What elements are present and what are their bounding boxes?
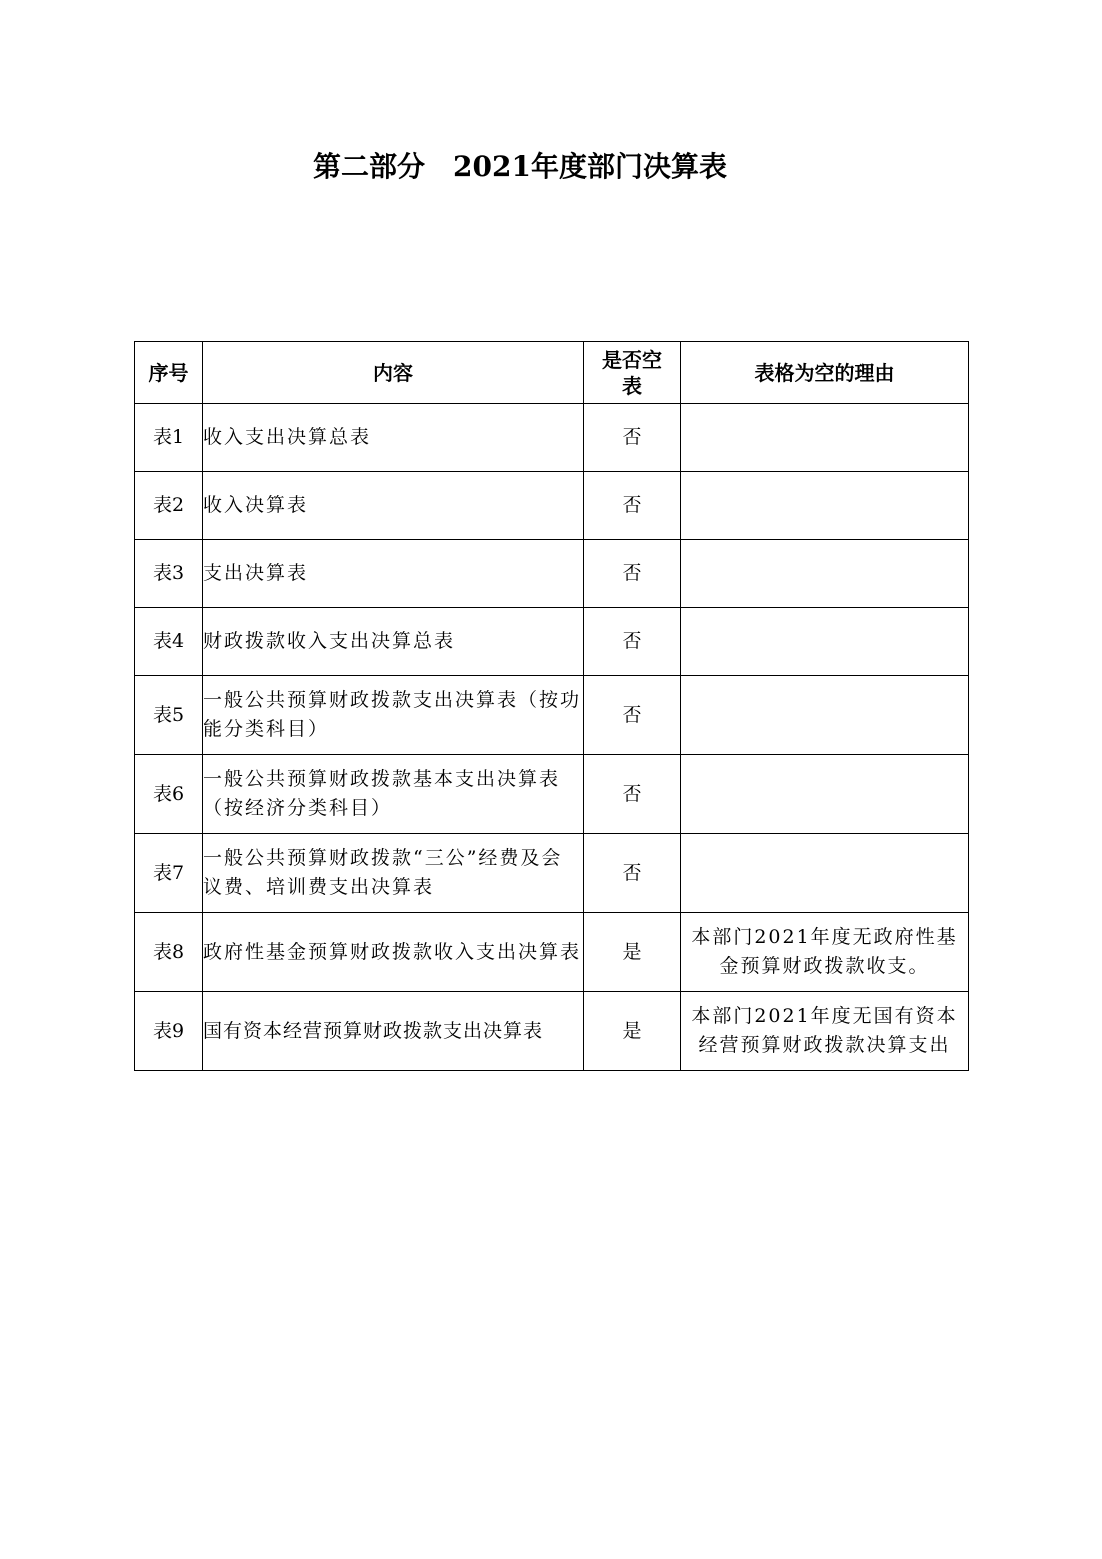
row-is-empty: 是 <box>584 913 681 992</box>
row-is-empty: 否 <box>584 676 681 755</box>
row-content: 收入支出决算总表 <box>203 404 584 472</box>
row-is-empty: 否 <box>584 834 681 913</box>
row-index: 表1 <box>135 404 203 472</box>
row-reason <box>681 834 969 913</box>
header-content: 内容 <box>203 342 584 404</box>
row-is-empty: 否 <box>584 540 681 608</box>
row-reason: 本部门2021年度无政府性基金预算财政拨款收支。 <box>681 913 969 992</box>
row-index: 表5 <box>135 676 203 755</box>
table-row <box>135 676 969 755</box>
report-list-table <box>134 341 969 1071</box>
table-row <box>135 404 969 472</box>
row-is-empty: 否 <box>584 472 681 540</box>
row-content: 政府性基金预算财政拨款收入支出决算表 <box>203 913 584 992</box>
row-reason <box>681 676 969 755</box>
row-index: 表7 <box>135 834 203 913</box>
row-is-empty: 否 <box>584 404 681 472</box>
row-reason <box>681 472 969 540</box>
header-index: 序号 <box>135 342 203 404</box>
row-content: 一般公共预算财政拨款基本支出决算表（按经济分类科目） <box>203 755 584 834</box>
page-title: 第二部分 2021年度部门决算表 <box>313 150 727 183</box>
row-reason <box>681 404 969 472</box>
row-reason <box>681 755 969 834</box>
row-reason <box>681 540 969 608</box>
row-is-empty: 否 <box>584 755 681 834</box>
row-content: 一般公共预算财政拨款“三公”经费及会议费、培训费支出决算表 <box>203 834 584 913</box>
table-row <box>135 472 969 540</box>
row-is-empty: 是 <box>584 992 681 1071</box>
row-reason: 本部门2021年度无国有资本经营预算财政拨款决算支出 <box>681 992 969 1071</box>
row-reason <box>681 608 969 676</box>
table-header-row <box>135 342 969 404</box>
row-content: 收入决算表 <box>203 472 584 540</box>
row-index: 表3 <box>135 540 203 608</box>
table-row <box>135 608 969 676</box>
row-content: 一般公共预算财政拨款支出决算表（按功能分类科目） <box>203 676 584 755</box>
table-row <box>135 834 969 913</box>
row-content: 支出决算表 <box>203 540 584 608</box>
row-is-empty: 否 <box>584 608 681 676</box>
table-row <box>135 540 969 608</box>
table-row <box>135 755 969 834</box>
row-index: 表6 <box>135 755 203 834</box>
table-row <box>135 913 969 992</box>
row-index: 表8 <box>135 913 203 992</box>
row-content: 财政拨款收入支出决算总表 <box>203 608 584 676</box>
table-row <box>135 992 969 1071</box>
header-reason: 表格为空的理由 <box>681 342 969 404</box>
header-is-empty: 是否空表 <box>584 342 681 404</box>
row-index: 表2 <box>135 472 203 540</box>
row-index: 表4 <box>135 608 203 676</box>
row-content: 国有资本经营预算财政拨款支出决算表 <box>203 992 584 1071</box>
row-index: 表9 <box>135 992 203 1071</box>
